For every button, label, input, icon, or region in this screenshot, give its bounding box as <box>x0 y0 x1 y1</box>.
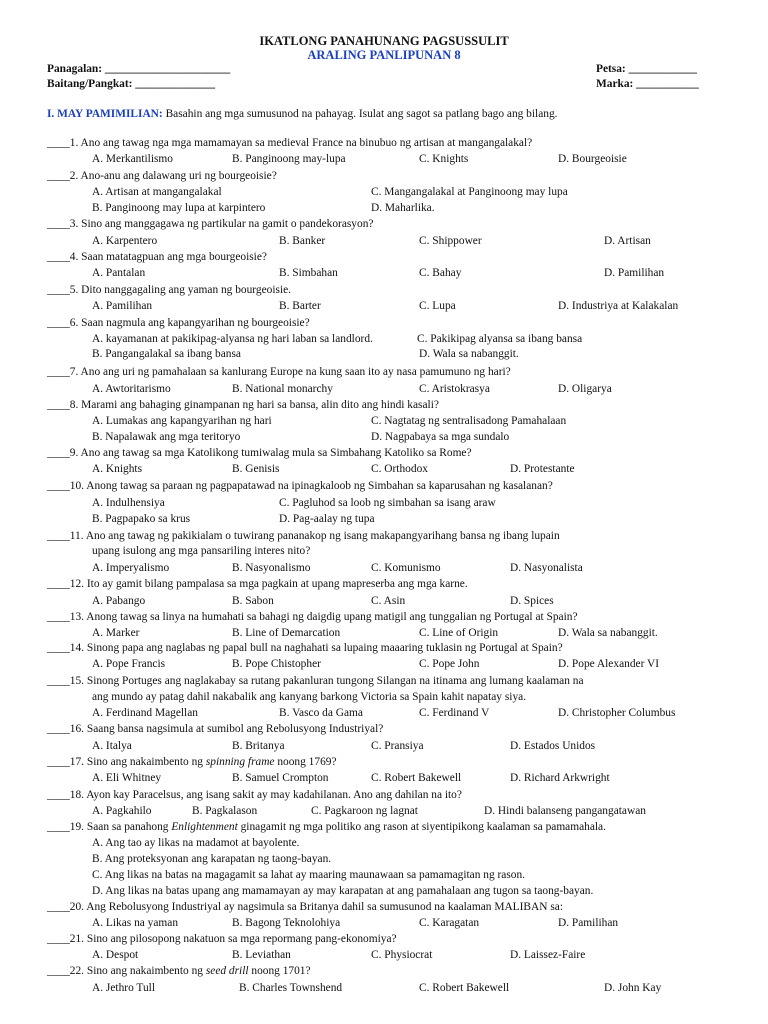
option: D. Nagpabaya sa mga sundalo <box>371 431 510 443</box>
option: B. Barter <box>279 300 321 312</box>
option: B. Leviathan <box>232 949 291 961</box>
option: A. Imperyalismo <box>92 562 170 574</box>
option: C. Pransiya <box>371 740 424 752</box>
score-field: Marka: ___________ <box>596 78 699 90</box>
option: B. Napalawak ang mga teritoryo <box>92 431 241 443</box>
option: D. Bourgeoisie <box>558 153 627 165</box>
question-15: ____15. Sinong Portuges ang naglakabay sa rutang pakanluran tungong Silangan na itinama ang lumang kaalaman na <box>47 675 584 687</box>
option: B. Nasyonalismo <box>232 562 311 574</box>
option: C. Pagluhod sa loob ng simbahan sa isang araw <box>279 497 496 509</box>
option: D. Pamilihan <box>604 267 665 279</box>
question-16: ____16. Saang bansa nagsimula at sumibol ang Rebolusyong Industriyal? <box>47 723 384 735</box>
question-1: ____1. Ano ang tawag nga mga mamamayan sa medieval France na binubuo ng artisan at mangangalakal? <box>47 137 533 149</box>
question-17-text-b: noong 1769? <box>274 756 337 768</box>
section-instructions-line <box>47 108 558 121</box>
option: C. Komunismo <box>371 562 441 574</box>
option: A. Karpentero <box>92 235 158 247</box>
question-19 <box>47 821 606 834</box>
option: D. Wala sa nabanggit. <box>419 348 519 360</box>
option: D. Protestante <box>510 463 575 475</box>
option: C. Lupa <box>419 300 456 312</box>
date-field: Petsa: ____________ <box>596 63 697 75</box>
option: D. Estados Unidos <box>510 740 596 752</box>
option: A. Awtoritarismo <box>92 383 171 395</box>
option: A. Pabango <box>92 595 146 607</box>
option: B. National monarchy <box>232 383 333 395</box>
question-14: ____14. Sinong papa ang naglabas ng papal bull na naghahati sa lupaing maaaring tuklasin ng Portugal at Spain? <box>47 642 563 654</box>
question-11-continued: upang isulong ang mga pansariling interes nito? <box>92 545 311 557</box>
option: D. Pag-aalay ng tupa <box>279 513 375 525</box>
option: B. Genisis <box>232 463 280 475</box>
option: C. Asin <box>371 595 406 607</box>
option: A. Knights <box>92 463 142 475</box>
option: C. Pope John <box>419 658 480 670</box>
option: A. Eli Whitney <box>92 772 162 784</box>
option: C. Robert Bakewell <box>371 772 462 784</box>
question-22-emphasis: seed drill <box>205 965 249 977</box>
question-8: ____8. Marami ang bahaging ginampanan ng hari sa bansa, alin dito ang hindi kasali? <box>47 399 439 411</box>
question-19-emphasis: Enlightenment <box>171 821 238 833</box>
option: B. Panginoong may-lupa <box>232 153 346 165</box>
option: B. Pagkalason <box>192 805 258 817</box>
option: D. Wala sa nabanggit. <box>558 627 658 639</box>
option: C. Bahay <box>419 267 462 279</box>
option: B. Britanya <box>232 740 285 752</box>
option: D. Hindi balanseng pangangatawan <box>484 805 646 817</box>
option: C. Ang likas na batas na magagamit sa lahat ay maaring maunawaan sa pamamagitan ng rason. <box>92 869 526 881</box>
question-22-text-b: noong 1701? <box>248 965 311 977</box>
option: B. Line of Demarcation <box>232 627 341 639</box>
question-19-text-a: ____19. Saan sa panahong <box>47 821 172 833</box>
question-22 <box>47 965 311 978</box>
exam-subtitle: ARALING PANLIPUNAN 8 <box>307 48 461 62</box>
option: B. Pangangalakal sa ibang bansa <box>92 348 241 360</box>
option: C. Pagkaroon ng lagnat <box>311 805 418 817</box>
option: A. Pagkahilo <box>92 805 152 817</box>
option: D. Oligarya <box>558 383 612 395</box>
option: A. Ang tao ay likas na madamot at bayolente. <box>92 837 300 849</box>
option: D. Spices <box>510 595 554 607</box>
option: C. Aristokrasya <box>419 383 490 395</box>
option: A. kayamanan at pakikipag-alyansa ng hari laban sa landlord. <box>92 333 373 345</box>
option: B. Bagong Teknolohiya <box>232 917 341 929</box>
option: D. Christopher Columbus <box>558 707 676 719</box>
option: B. Simbahan <box>279 267 338 279</box>
option: A. Italya <box>92 740 132 752</box>
question-2: ____2. Ano-anu ang dalawang uri ng bourgeoisie? <box>47 170 277 182</box>
option: D. Industriya at Kalakalan <box>558 300 679 312</box>
question-17-emphasis: spinning frame <box>205 756 275 768</box>
question-19-text-b: ginagamit ng mga politiko ang rason at siyentipikong kaalaman sa pamamahala. <box>237 821 606 833</box>
option: D. Laissez-Faire <box>510 949 586 961</box>
question-4: ____4. Saan matatagpuan ang mga bourgeoisie? <box>47 251 267 263</box>
option: D. Nasyonalista <box>510 562 583 574</box>
question-10: ____10. Anong tawag sa paraan ng pagpapatawad na ipinagkaloob ng Simbahan sa kaparusahan ng kasalanan? <box>47 480 553 492</box>
option: C. Ferdinand V <box>419 707 490 719</box>
question-9: ____9. Ano ang tawag sa mga Katolikong tumiwalag mula sa Simbahang Katoliko sa Rome? <box>47 447 472 459</box>
option: A. Pamilihan <box>92 300 153 312</box>
option: C. Physiocrat <box>371 949 433 961</box>
question-7: ____7. Ano ang uri ng pamahalaan sa kanlurang Europe na kung saan ito ay nasa pamumuno ng hari? <box>47 366 511 378</box>
question-13: ____13. Anong tawag sa linya na humahati sa bahagi ng daigdig upang matigil ang tunggalian ng Portugal at Spain? <box>47 611 578 623</box>
question-15-continued: ang mundo ay patag dahil nakabalik ang kanyang barkong Victoria sa Spain kahit napatay siya. <box>92 691 527 703</box>
exam-title: IKATLONG PANAHUNANG PAGSUSSULIT <box>259 34 509 48</box>
option: B. Ang proteksyonan ang karapatan ng taong-bayan. <box>92 853 332 865</box>
question-18: ____18. Ayon kay Paracelsus, ang isang sakit ay may kadahilanan. Ano ang dahilan na ito? <box>47 789 462 801</box>
option: D. Maharlika. <box>371 202 435 214</box>
question-11: ____11. Ano ang tawag ng pakikialam o tuwirang pananakop ng isang makapangyarihang bansa ng ibang lupain <box>47 530 560 542</box>
question-17 <box>47 756 337 769</box>
option: B. Pagpapako sa krus <box>92 513 191 525</box>
option: A. Marker <box>92 627 140 639</box>
option: C. Karagatan <box>419 917 480 929</box>
question-22-text-a: ____22. Sino ang nakaimbento ng <box>47 965 206 977</box>
option: C. Knights <box>419 153 469 165</box>
option: A. Pantalan <box>92 267 146 279</box>
option: D. John Kay <box>604 982 662 994</box>
option: A. Indulhensiya <box>92 497 165 509</box>
option: B. Panginoong may lupa at karpintero <box>92 202 266 214</box>
section-heading: I. MAY PAMIMILIAN: <box>47 108 163 120</box>
option: A. Merkantilismo <box>92 153 173 165</box>
question-21: ____21. Sino ang pilosopong nakatuon sa mga repormang pang-ekonomiya? <box>47 933 397 945</box>
option: C. Nagtatag ng sentralisadong Pamahalaan <box>371 415 567 427</box>
option: C. Orthodox <box>371 463 428 475</box>
question-12: ____12. Ito ay gamit bilang pampalasa sa mga pagkain at upang mapreserba ang mga karne. <box>47 578 468 590</box>
section-instructions: Basahin ang mga sumusunod na pahayag. Isulat ang sagot sa patlang bago ang bilang. <box>165 108 558 120</box>
option: B. Samuel Crompton <box>232 772 329 784</box>
option: B. Banker <box>279 235 326 247</box>
option: C. Robert Bakewell <box>419 982 510 994</box>
question-5: ____5. Dito nanggagaling ang yaman ng bourgeoisie. <box>47 284 292 296</box>
option: D. Artisan <box>604 235 651 247</box>
option: D. Ang likas na batas upang ang mamamayan ay may karapatan at ang pamahalaan ang tugon sa taong-bayan. <box>92 885 594 897</box>
option: A. Likas na yaman <box>92 917 179 929</box>
question-20: ____20. Ang Rebolusyong Industriyal ay nagsimula sa Britanya dahil sa sumusunod na kaalaman MALIBAN sa: <box>47 901 563 913</box>
option: B. Pope Chistopher <box>232 658 321 670</box>
option: A. Ferdinand Magellan <box>92 707 198 719</box>
option: D. Pamilihan <box>558 917 619 929</box>
option: C. Pakikipag alyansa sa ibang bansa <box>417 333 583 345</box>
option: A. Despot <box>92 949 139 961</box>
option: C. Mangangalakal at Panginoong may lupa <box>371 186 568 198</box>
question-17-text-a: ____17. Sino ang nakaimbento ng <box>47 756 206 768</box>
name-field: Panagalan: ______________________ <box>47 63 231 75</box>
option: D. Richard Arkwright <box>510 772 610 784</box>
option: A. Jethro Tull <box>92 982 155 994</box>
option: B. Charles Townshend <box>239 982 343 994</box>
option: D. Pope Alexander VI <box>558 658 660 670</box>
option: A. Lumakas ang kapangyarihan ng hari <box>92 415 272 427</box>
option: A. Pope Francis <box>92 658 166 670</box>
option: B. Vasco da Gama <box>279 707 363 719</box>
question-3: ____3. Sino ang manggagawa ng partikular na gamit o pandekorasyon? <box>47 218 374 230</box>
option: B. Sabon <box>232 595 274 607</box>
question-6: ____6. Saan nagmula ang kapangyarihan ng bourgeoisie? <box>47 317 310 329</box>
grade-field: Baitang/Pangkat: ______________ <box>47 78 216 90</box>
option: C. Line of Origin <box>419 627 499 639</box>
option: A. Artisan at mangangalakal <box>92 186 222 198</box>
option: C. Shippower <box>419 235 482 247</box>
